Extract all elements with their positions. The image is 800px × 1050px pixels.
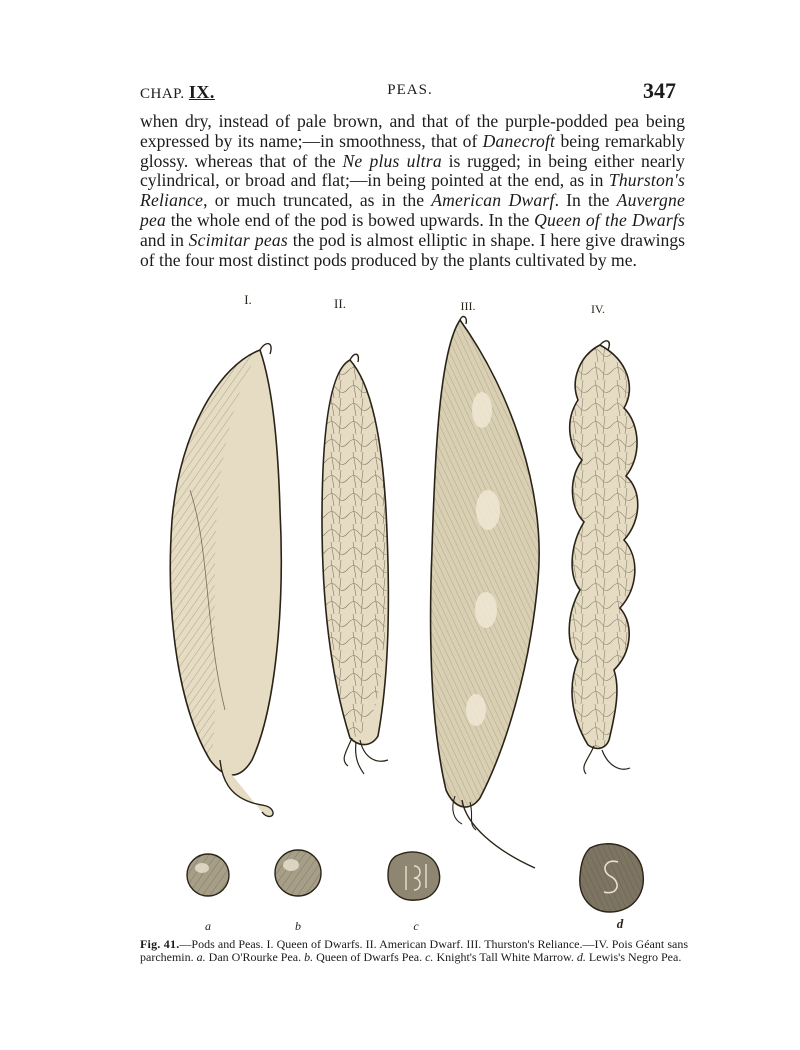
pod-label-1: I. — [244, 292, 252, 307]
chapter-label: CHAP. — [140, 86, 185, 102]
caption-key: c. — [425, 950, 434, 965]
pod-label-4: IV. — [590, 302, 606, 316]
pod-iii — [431, 317, 540, 868]
text-run: the whole end of the pod is bowed upwards. In the — [166, 209, 535, 230]
text-run: being remarkably glossy. whereas that of the — [140, 130, 685, 171]
caption-text: Dan O'Rourke Pea. — [205, 950, 305, 965]
pod-label-2: II. — [334, 296, 346, 311]
figure-plate — [150, 290, 710, 938]
page-number: 347 — [643, 78, 676, 103]
italic-variety-name: Thurston's Reliance — [140, 170, 685, 211]
text-run: , or much truncated, as in the — [203, 190, 432, 211]
italic-variety-name: American Dwarf — [431, 190, 555, 211]
running-title: PEAS. — [387, 82, 433, 98]
pea-d — [580, 844, 643, 912]
pod-iv — [569, 341, 638, 774]
pod-ii — [322, 354, 388, 774]
caption-key: b. — [304, 950, 314, 965]
figure-number: Fig. 41. — [140, 937, 180, 951]
caption-text: Knight's Tall White Marrow. — [433, 950, 577, 965]
caption-text: —Pods and Peas. I. Queen of Dwarfs. II. American Dwarf. III. Thurston's Reliance.—IV. Pois Géant sans parchemin. — [140, 937, 689, 965]
pea-a — [187, 854, 229, 896]
pod-i — [170, 344, 281, 817]
chapter-number: IX. — [188, 82, 215, 102]
pod-label-3: III. — [460, 299, 476, 313]
italic-variety-name: Scimitar peas — [188, 229, 288, 250]
pea-c — [388, 852, 440, 900]
body-paragraph — [140, 112, 685, 270]
pods-illustration — [150, 290, 710, 938]
pea-label-d: d — [616, 916, 624, 931]
caption-key: a. — [196, 950, 206, 965]
italic-variety-name: Queen of the Dwarfs — [534, 209, 685, 230]
pea-label-a: a — [205, 919, 211, 933]
text-run: . In the — [554, 190, 617, 211]
caption-text: Lewis's Negro Pea. — [585, 950, 682, 965]
caption-key: d. — [576, 950, 586, 965]
italic-variety-name: Danecroft — [482, 130, 556, 151]
text-run: when dry, instead of pale brown, and that of the purple-podded pea being expressed by its name;—in smoothness, that of — [140, 111, 685, 151]
pea-b — [275, 850, 321, 896]
pea-label-c: c — [413, 919, 419, 933]
text-run: and in — [140, 229, 189, 250]
italic-variety-name: Ne plus ultra — [342, 150, 442, 171]
caption-text: Queen of Dwarfs Pea. — [313, 950, 426, 965]
page-header — [140, 78, 680, 108]
pea-label-b: b — [295, 919, 301, 933]
text-run: the pod is almost elliptic in shape. I here give drawings of the four most distinct pods produced by the plants cultivated by me. — [140, 229, 685, 270]
italic-variety-name: Auvergne pea — [140, 190, 685, 230]
text-run: is rugged; in being either nearly cylindrical, or broad and flat;—in being pointed at the end, as in — [140, 150, 685, 191]
figure-caption — [140, 938, 688, 964]
